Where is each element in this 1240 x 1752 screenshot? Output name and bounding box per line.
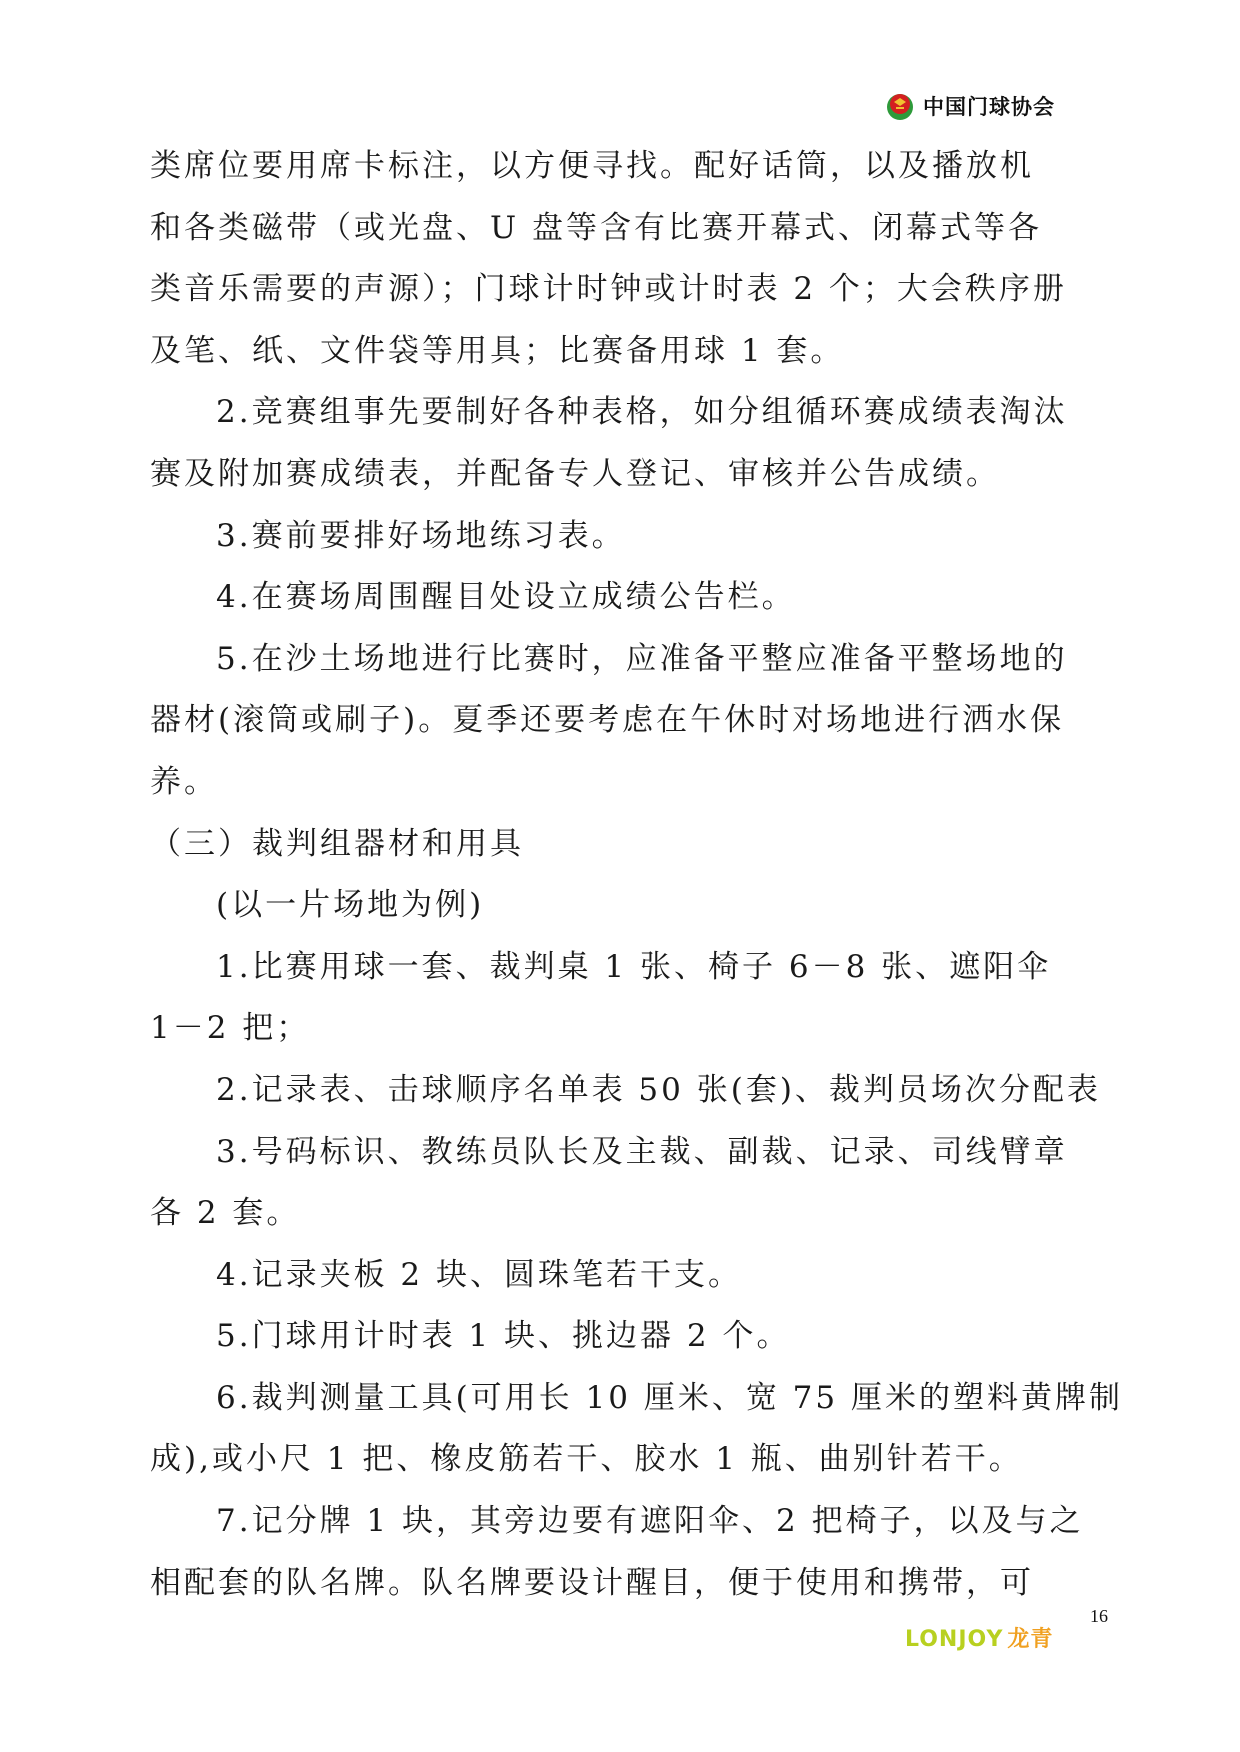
body-line-24: 相配套的队名牌。队名牌要设计醒目，便于使用和携带，可 [150, 1564, 1034, 1601]
body-line-10: 器材(滚筒或刷子)。夏季还要考虑在午休时对场地进行洒水保 [150, 702, 1065, 739]
body-line-2: 和各类磁带（或光盘、U 盘等含有比赛开幕式、闭幕式等各 [150, 209, 1042, 246]
footer-brand-logo [905, 1622, 1053, 1653]
gate-ball-association-logo-icon [885, 91, 915, 121]
body-line-23: 7.记分牌 1 块，其旁边要有遮阳伞、2 把椅子，以及与之 [216, 1503, 1084, 1540]
body-line-11: 养。 [150, 763, 218, 800]
body-line-19: 4.记录夹板 2 块、圆珠笔若干支。 [216, 1256, 743, 1293]
body-line-8: 4.在赛场周围醒目处设立成绩公告栏。 [216, 579, 796, 616]
body-line-22: 成),或小尺 1 把、橡皮筋若干、胶水 1 瓶、曲别针若干。 [150, 1441, 1023, 1478]
body-line-1: 类席位要用席卡标注，以方便寻找。配好话筒，以及播放机 [150, 148, 1034, 184]
body-line-17: 3.号码标识、教练员队长及主裁、副裁、记录、司线臂章 [216, 1133, 1068, 1170]
body-line-4: 及笔、纸、文件袋等用具；比赛备用球 1 套。 [150, 332, 845, 369]
document-body [150, 136, 1123, 1614]
body-line-18: 各 2 套。 [150, 1195, 301, 1232]
section-heading: （三）裁判组器材和用具 [150, 825, 524, 862]
body-line-6: 赛及附加赛成绩表，并配备专人登记、审核并公告成绩。 [150, 455, 1000, 492]
body-line-15: 1－2 把； [150, 1010, 311, 1047]
body-line-14: 1.比赛用球一套、裁判桌 1 张、椅子 6－8 张、遮阳伞 [216, 948, 1052, 985]
body-line-21: 6.裁判测量工具(可用长 10 厘米、宽 75 厘米的塑料黄牌制 [216, 1379, 1123, 1416]
body-line-16: 2.记录表、击球顺序名单表 50 张(套)、裁判员场次分配表 [216, 1071, 1101, 1108]
body-line-5: 2.竞赛组事先要制好各种表格，如分组循环赛成绩表淘汰 [216, 394, 1068, 431]
brand-cjk: 龙青 [1007, 1627, 1054, 1652]
page-number: 16 [1090, 1606, 1108, 1626]
body-line-13: (以一片场地为例) [216, 887, 485, 924]
body-line-9: 5.在沙土场地进行比赛时，应准备平整应准备平整场地的 [216, 640, 1068, 677]
brand-latin: LONJOY [905, 1627, 1004, 1652]
org-name: 中国门球协会 [923, 95, 1055, 119]
page-header [885, 86, 1055, 126]
body-line-7: 3.赛前要排好场地练习表。 [216, 517, 626, 554]
body-line-3: 类音乐需要的声源）；门球计时钟或计时表 2 个；大会秩序册 [150, 271, 1067, 308]
body-line-20: 5.门球用计时表 1 块、挑边器 2 个。 [216, 1318, 791, 1355]
